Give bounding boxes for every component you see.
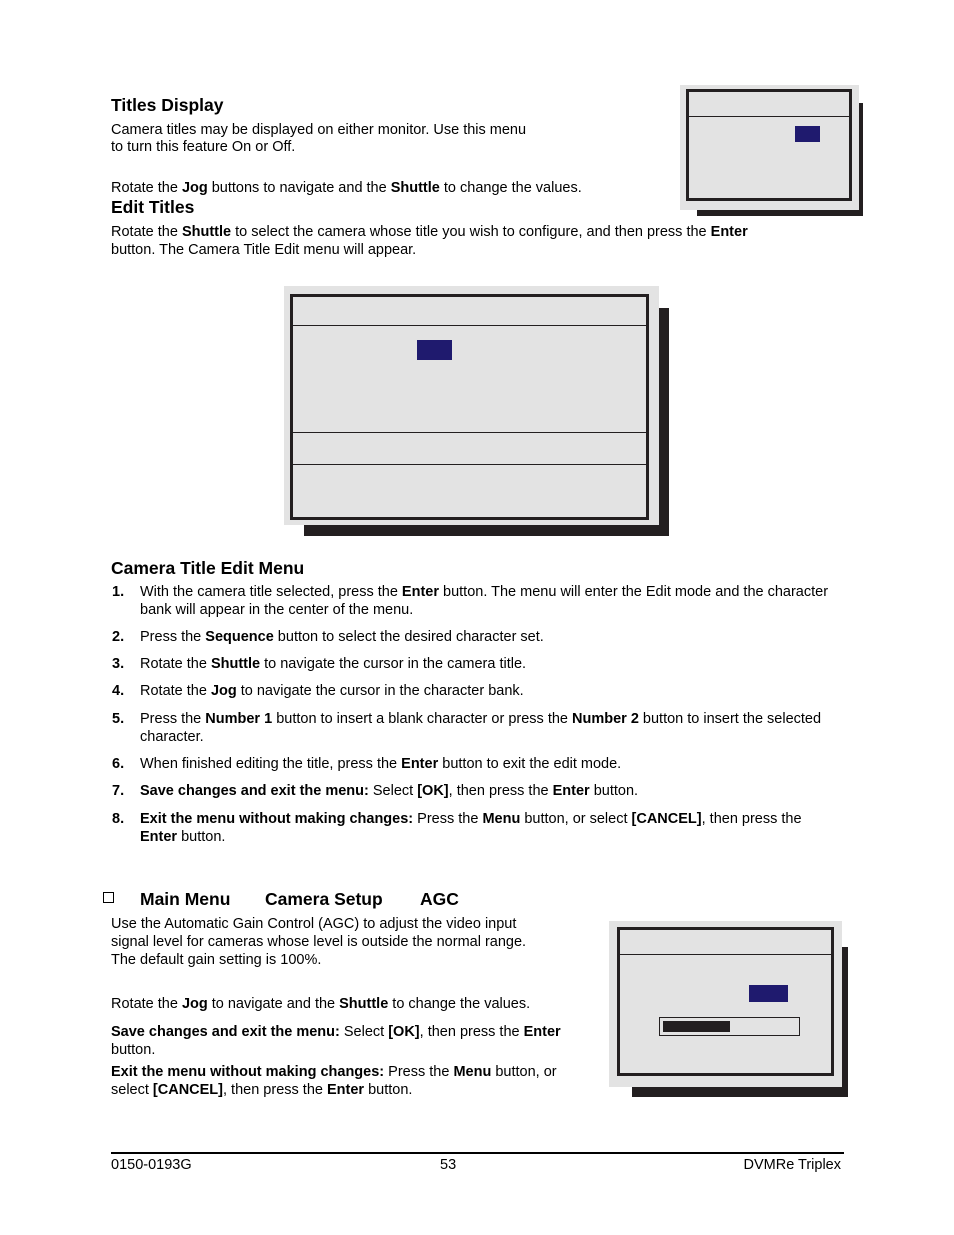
camera-title-selected-field[interactable] bbox=[417, 340, 452, 360]
agc-selected-value[interactable] bbox=[749, 985, 788, 1002]
agc-gain-slider[interactable] bbox=[659, 1017, 800, 1036]
checkbox-bullet-icon bbox=[103, 892, 114, 903]
agc-intro-line3: The default gain setting is 100%. bbox=[111, 952, 322, 968]
agc-intro-line2: signal level for cameras whose level is outside the normal range. bbox=[111, 934, 527, 950]
agc-breadcrumb-camera-setup: Camera Setup bbox=[265, 889, 383, 909]
step-item: 6. When finished editing the title, press the Enter button to exit the edit mode. bbox=[112, 756, 622, 772]
agc-breadcrumb-main-menu: Main Menu bbox=[140, 889, 231, 909]
step-item: 5. Press the Number 1 button to insert a blank character or press the Number 2 button to insert the selected character. bbox=[112, 711, 822, 745]
step-item: 8. Exit the menu without making changes: Press the Menu button, or select [CANCEL], then press the Enter button. bbox=[112, 811, 802, 845]
agc-gain-fill bbox=[663, 1021, 730, 1032]
agc-save-text: Save changes and exit the menu: Select [OK], then press the Enter button. bbox=[111, 1024, 561, 1058]
agc-nav-text: Rotate the Jog to navigate and the Shuttle to change the values. bbox=[111, 996, 531, 1012]
step-item: 2. Press the Sequence button to select the desired character set. bbox=[112, 629, 544, 645]
step-item: 3. Rotate the Shuttle to navigate the cursor in the camera title. bbox=[112, 656, 527, 672]
footer-page-number: 53 bbox=[440, 1157, 457, 1173]
camera-title-edit-steps bbox=[112, 583, 832, 846]
edit-titles-line2: button. The Camera Title Edit menu will appear. bbox=[111, 242, 417, 258]
footer-divider bbox=[111, 1152, 844, 1154]
titles-display-selected-value[interactable] bbox=[795, 126, 820, 142]
edit-titles-line1: Rotate the Shuttle to select the camera whose title you wish to configure, and then press the Enter bbox=[111, 224, 748, 240]
footer-product: DVMRe Triplex bbox=[743, 1157, 841, 1173]
step-item: 7. Save changes and exit the menu: Select [OK], then press the Enter button. bbox=[112, 783, 639, 799]
edit-titles-heading: Edit Titles bbox=[111, 197, 195, 217]
agc-breadcrumb-agc: AGC bbox=[420, 889, 459, 909]
step-item: 4. Rotate the Jog to navigate the cursor in the character bank. bbox=[112, 683, 524, 699]
footer-doc-number: 0150-0193G bbox=[111, 1157, 192, 1173]
step-item: 1. With the camera title selected, press the Enter button. The menu will enter the Edit mode and the character bank will appear in the center of the menu. bbox=[112, 584, 829, 618]
agc-intro-line1: Use the Automatic Gain Control (AGC) to adjust the video input bbox=[111, 916, 517, 932]
agc-exit-text: Exit the menu without making changes: Press the Menu button, or select [CANCEL], then press the Enter button. bbox=[111, 1064, 557, 1098]
camera-title-edit-heading: Camera Title Edit Menu bbox=[111, 558, 305, 578]
titles-display-intro-line1: Camera titles may be displayed on either monitor. Use this menu bbox=[111, 122, 527, 138]
titles-display-nav-text: Rotate the Jog buttons to navigate and the Shuttle to change the values. bbox=[111, 180, 582, 196]
titles-display-intro-line2: to turn this feature On or Off. bbox=[111, 139, 296, 155]
titles-display-heading: Titles Display bbox=[111, 95, 224, 115]
